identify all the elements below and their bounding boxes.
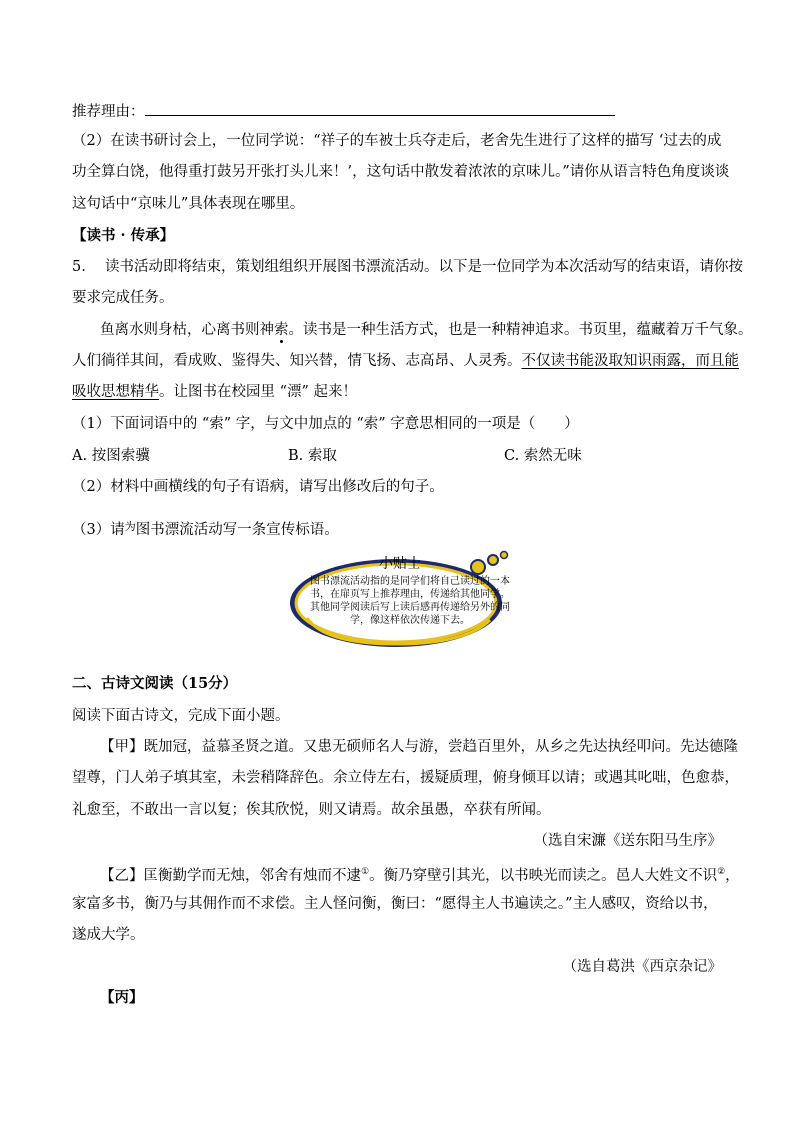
q5-line-2: 要求完成任务。 (72, 290, 174, 306)
yi-line-1 (100, 862, 740, 886)
yi-text: 【乙】匡衡勤学而无烛，邻舍有烛而不逮 (100, 867, 361, 884)
tip-title: 小贴士 (379, 556, 421, 572)
sub-question-3-text: 为 (124, 520, 136, 533)
q5-line-1: 5. 读书活动即将结束，策划组组织开展图书漂流活动。以下是一位同学为本次活动写的结束语，请你按 (72, 259, 743, 275)
option-a[interactable]: A. 按图索骥 (72, 448, 150, 464)
material-para-1 (100, 320, 753, 340)
q2-line-3: 这句话中“京味儿”具体表现在哪里。 (72, 196, 305, 212)
recommend-reason-label: 推荐理由： (72, 104, 145, 120)
bing-title: 【丙】 (100, 989, 144, 1006)
footnote-marker: ② (717, 867, 726, 877)
q2-line-2: 功全算白饶，他得重打鼓另开张打头儿来！’，这句话中散发着浓浓的京味儿。”请你从语言特色角度谈谈 (72, 164, 730, 180)
yi-source: （选自葛洪《西京杂记》 (562, 959, 722, 975)
jia-line-2: 望尊，门人弟子填其室，未尝稍降辞色。余立侍左右，援疑质理，俯身倾耳以请；或遇其叱咄，色愈恭， (72, 770, 739, 786)
recommend-reason-line (72, 101, 615, 122)
footnote-marker: ① (361, 867, 370, 877)
material-text: 人们徜徉其间，看成败、鉴得失、知兴替，情飞扬、志高昂、人灵秀。 (72, 353, 522, 369)
yi-line-2: 家富多书，衡乃与其佣作而不求偿。主人怪问衡，衡曰：“愿得主人书遍读之。”主人感叹，资给以书， (72, 896, 718, 912)
sub-question-3-text: （3）请 (72, 522, 125, 538)
underlined-sentence: 吸收思想精华 (72, 384, 159, 400)
material-text: 鱼离水则身枯，心离书则神 (100, 322, 274, 338)
jia-source: （选自宋濂《送东阳马生序》 (533, 833, 722, 849)
emphasized-char: 索 (274, 322, 289, 338)
option-b[interactable]: B. 索取 (288, 448, 337, 464)
material-para-3 (72, 382, 357, 402)
material-text: 。读书是一种生活方式，也是一种精神追求。书页里，蕴藏着万千气象。 (288, 322, 753, 338)
sub-question-2: （2）材料中画横线的句子有语病，请写出修改后的句子。 (72, 479, 444, 495)
section-read-title: 【读书 · 传承】 (72, 227, 175, 244)
option-c[interactable]: C. 索然无味 (504, 448, 582, 464)
material-para-2 (72, 351, 739, 371)
sub-question-1: （1）下面词语中的 “索” 字，与文中加点的 “索” 字意思相同的一项是（ ） (72, 416, 579, 432)
jia-line-1: 【甲】既加冠，益慕圣贤之道。又患无硕师名人与游，尝趋百里外，从乡之先达执经叩问。先达德隆 (100, 739, 738, 755)
sub-question-3 (72, 517, 339, 540)
tip-text: 图书漂流活动指的是同学们将自己读过的一本书，在扉页写上推荐理由，传递给其他同学。其他同学阅读后写上读后感再传递给另外的同学，像这样依次传递下去。 (310, 576, 510, 626)
yi-line-3: 遂成大学。 (72, 927, 145, 943)
yi-text: ， (725, 867, 740, 884)
sub-question-3-text: 图书漂流活动写一条宣传标语。 (135, 522, 339, 538)
underlined-sentence: 不仅读书能汲取知识雨露，而且能 (521, 353, 739, 369)
section-2-title: 二、古诗文阅读（15分） (72, 675, 238, 692)
q2-line-1: （2）在读书研讨会上，一位同学说：“祥子的车被士兵夺走后，老舍先生进行了这样的描写 ‘过去的成 (72, 133, 722, 149)
recommend-reason-blank[interactable] (145, 101, 615, 116)
yi-text: 。衡乃穿壁引其光，以书映光而读之。邑人大姓文不识 (369, 867, 718, 884)
material-text: 。让图书在校园里 “漂” 起来！ (159, 384, 358, 400)
section-2-intro: 阅读下面古诗文，完成下面小题。 (72, 708, 290, 724)
jia-line-3: 礼愈至，不敢出一言以复；俟其欣悦，则又请焉。故余虽愚，卒获有所闻。 (72, 802, 551, 818)
